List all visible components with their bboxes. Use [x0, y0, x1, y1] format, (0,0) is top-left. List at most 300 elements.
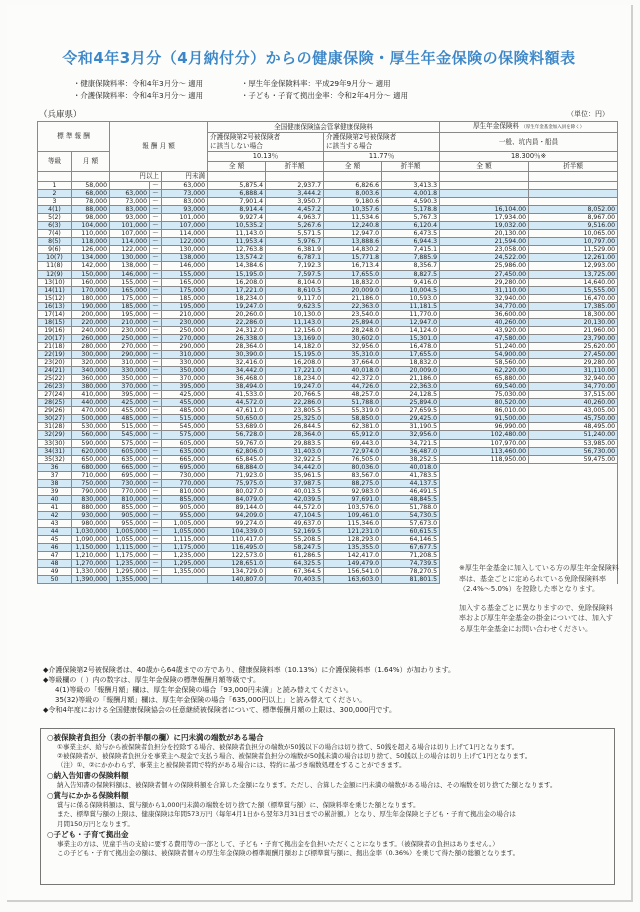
section-text: また、標準賞与額の上限は、健康保険は年間573万円（毎年4月1日から翌年3月31日までの累計額。）となり、厚生年金保険と子ども・子育て拠出金の場合は: [57, 810, 516, 819]
pension-full-cell: 102,480.00: [440, 431, 529, 439]
range-from-cell: 270,000: [110, 342, 150, 350]
monthly-amount-cell: 1,210,000: [72, 552, 110, 560]
range-to-cell: 1,005,000: [162, 519, 208, 527]
table-row: [38, 463, 618, 471]
care-half-cell: 40,018.0: [382, 463, 440, 471]
range-from-cell: 485,000: [110, 415, 150, 423]
pension-full-cell: 32,940.00: [440, 294, 529, 302]
tilde-cell: ～: [150, 182, 162, 190]
grade-cell: 50: [38, 576, 72, 584]
table-row: [38, 407, 618, 415]
table-row: [38, 222, 618, 230]
tilde-cell: ～: [150, 463, 162, 471]
health-full-cell: 8,914.4: [208, 206, 266, 214]
grade-cell: 24(21): [38, 367, 72, 375]
pension-full-cell: 19,032.00: [440, 222, 529, 230]
range-from-cell: 1,115,000: [110, 544, 150, 552]
health-full-cell: 94,209.0: [208, 511, 266, 519]
health-half-cell: 19,247.0: [266, 383, 324, 391]
health-half-cell: 13,169.0: [266, 334, 324, 342]
side-note: 加入する基金ごとに異なりますので、免除保険料率および厚生年金基金の掛金については、加入する厚生年金基金にお問い合わせください。: [459, 603, 613, 633]
care-half-cell: 7,415.1: [382, 246, 440, 254]
care-half-cell: 44,137.5: [382, 479, 440, 487]
range-to-cell: 93,000: [162, 206, 208, 214]
care-full-cell: 40,018.0: [324, 367, 382, 375]
care-half-cell: 64,146.5: [382, 536, 440, 544]
note-line: 35(32)等級の「報酬月額」欄は、厚生年金保険の場合「635,000円以上」と読み替えてください。: [55, 696, 367, 704]
header-row-5: [38, 172, 618, 182]
care-full-cell: 22,363.0: [324, 302, 382, 310]
premium-table: [37, 121, 618, 584]
care-full-cell: 142,417.0: [324, 552, 382, 560]
health-half-cell: 37,987.5: [266, 479, 324, 487]
pension-half-cell: 29,280.00: [529, 359, 618, 367]
tilde-cell: ～: [150, 254, 162, 262]
range-to-cell: 155,000: [162, 270, 208, 278]
hoshu-header: 報 酬 月 額: [110, 122, 208, 172]
grade-cell: 27(24): [38, 391, 72, 399]
monthly-amount-cell: 142,000: [72, 262, 110, 270]
care-full-cell: 51,788.0: [324, 399, 382, 407]
range-to-cell: 370,000: [162, 375, 208, 383]
range-to-cell: 635,000: [162, 447, 208, 455]
care-half-cell: 15,301.0: [382, 334, 440, 342]
range-from-cell: 114,000: [110, 238, 150, 246]
monthly-amount-cell: 190,000: [72, 302, 110, 310]
range-from-cell: 1,355,000: [110, 576, 150, 584]
seppan-header: 折半額: [529, 162, 618, 172]
tilde-cell: ～: [150, 302, 162, 310]
pension-full-cell: 27,450.00: [440, 270, 529, 278]
pension-half-cell: 25,620.00: [529, 342, 618, 350]
rate-kosei-cell: 18.300％※: [440, 152, 618, 162]
table-row: [38, 214, 618, 222]
pension-full-cell: 24,522.00: [440, 254, 529, 262]
range-to-cell: 545,000: [162, 423, 208, 431]
health-full-cell: 30,390.0: [208, 350, 266, 358]
care-half-cell: 48,845.5: [382, 495, 440, 503]
pension-half-cell: [529, 182, 618, 190]
pension-full-cell: 20,130.00: [440, 230, 529, 238]
section-heading: ○納入告知書の保険料額: [47, 771, 129, 781]
tilde-cell: ～: [150, 391, 162, 399]
table-row: [38, 439, 618, 447]
monthly-amount-cell: 410,000: [72, 391, 110, 399]
section-text: ②被保険者が、被保険者負担分を事業主へ現金で支払う場合、被保険者負担分の端数が50銭未満の場合は切り捨て、50銭以上の場合は切り上げて1円となります。: [57, 752, 532, 761]
care-full-cell: 76,505.0: [324, 455, 382, 463]
monthly-amount-cell: 980,000: [72, 519, 110, 527]
pension-full-cell: 23,058.00: [440, 246, 529, 254]
health-full-cell: 116,495.0: [208, 544, 266, 552]
table-row: [38, 254, 618, 262]
monthly-amount-cell: 110,000: [72, 230, 110, 238]
care-full-cell: 14,830.2: [324, 246, 382, 254]
grade-cell: 2: [38, 190, 72, 198]
care-half-cell: 3,413.3: [382, 182, 440, 190]
tilde-cell: ～: [150, 455, 162, 463]
health-half-cell: 40,013.5: [266, 487, 324, 495]
rate-info: [73, 78, 593, 101]
health-full-cell: 32,416.0: [208, 359, 266, 367]
care-full-cell: 72,974.0: [324, 447, 382, 455]
range-to-cell: 114,000: [162, 230, 208, 238]
pension-half-cell: 11,529.00: [529, 246, 618, 254]
section-text: この子ども・子育て拠出金の額は、被保険者個々の厚生年金保険の標準報酬月額および標準賞与額に、拠出金率（0.36%）を乗じて得た額の総額となります。: [57, 848, 520, 857]
table-notes: [43, 665, 613, 715]
grade-cell: 19(16): [38, 326, 72, 334]
pension-half-cell: 10,797.00: [529, 238, 618, 246]
table-row: [38, 359, 618, 367]
monthly-amount-cell: 680,000: [72, 463, 110, 471]
range-to-cell: 1,295,000: [162, 560, 208, 568]
monthly-amount-cell: 440,000: [72, 399, 110, 407]
table-row: [38, 455, 618, 463]
health-half-cell: 6,787.1: [266, 254, 324, 262]
health-full-cell: 12,763.8: [208, 246, 266, 254]
grade-cell: 16(13): [38, 302, 72, 310]
care-full-cell: 69,443.0: [324, 439, 382, 447]
care-half-cell: 7,885.9: [382, 254, 440, 262]
range-from-cell: 515,000: [110, 423, 150, 431]
health-full-cell: 104,339.0: [208, 528, 266, 536]
pension-full-cell: 29,280.00: [440, 278, 529, 286]
care-half-cell: 22,363.0: [382, 383, 440, 391]
pension-full-cell: 40,260.00: [440, 318, 529, 326]
care-full-cell: 12,240.8: [324, 222, 382, 230]
miman-header: 円未満: [162, 172, 208, 182]
monthly-amount-cell: 260,000: [72, 334, 110, 342]
health-half-cell: 44,572.0: [266, 503, 324, 511]
range-to-cell: 230,000: [162, 318, 208, 326]
health-half-cell: 4,457.2: [266, 206, 324, 214]
range-from-cell: 185,000: [110, 302, 150, 310]
tilde-cell: ～: [150, 447, 162, 455]
tilde-cell: ～: [150, 399, 162, 407]
monthly-amount-cell: 104,000: [72, 222, 110, 230]
pension-half-cell: 16,470.00: [529, 294, 618, 302]
monthly-amount-cell: 880,000: [72, 503, 110, 511]
health-half-cell: 7,192.3: [266, 262, 324, 270]
range-from-cell: 730,000: [110, 479, 150, 487]
pension-full-cell: 91,500.00: [440, 415, 529, 423]
grade-cell: 23(20): [38, 359, 72, 367]
health-full-cell: 65,845.0: [208, 455, 266, 463]
range-from-cell: 770,000: [110, 487, 150, 495]
care-full-cell: 121,231.0: [324, 528, 382, 536]
table-row: [38, 399, 618, 407]
grade-cell: 15(12): [38, 294, 72, 302]
health-half-cell: 35,961.5: [266, 471, 324, 479]
care-full-cell: 97,691.0: [324, 495, 382, 503]
grade-cell: 1: [38, 182, 72, 190]
health-full-cell: 75,975.0: [208, 479, 266, 487]
range-to-cell: 1,175,000: [162, 544, 208, 552]
monthly-amount-cell: 170,000: [72, 286, 110, 294]
pension-half-cell: 31,110.00: [529, 367, 618, 375]
pension-half-cell: 56,730.00: [529, 447, 618, 455]
health-full-cell: 14,384.6: [208, 262, 266, 270]
note-line: ◆令和4年度における全国健康保険協会の任意継続被保険者について、標準報酬月額の上限は、300,000円です。: [43, 706, 396, 714]
care-half-cell: 9,416.0: [382, 278, 440, 286]
care-full-cell: 25,894.0: [324, 318, 382, 326]
tilde-cell: ～: [150, 270, 162, 278]
pension-half-cell: 43,005.00: [529, 407, 618, 415]
care-half-cell: 18,832.0: [382, 359, 440, 367]
unit-label: （単位：円）: [567, 110, 609, 118]
tilde-cell: ～: [150, 560, 162, 568]
care-half-cell: 8,356.7: [382, 262, 440, 270]
health-half-cell: 64,325.5: [266, 560, 324, 568]
care-full-cell: 20,009.0: [324, 286, 382, 294]
health-full-cell: 22,286.0: [208, 318, 266, 326]
health-half-cell: 2,937.7: [266, 182, 324, 190]
section-text: 納入告知書の保険料額は、被保険者個々の保険料額を合算した金額になります。ただし、合算した金額に円未満の端数がある場合は、その端数を切り捨てた額となります。: [57, 781, 557, 790]
health-half-cell: 6,381.9: [266, 246, 324, 254]
range-from-cell: 1,235,000: [110, 560, 150, 568]
monthly-amount-cell: 1,090,000: [72, 536, 110, 544]
care-full-cell: 28,248.0: [324, 326, 382, 334]
care-half-cell: 38,252.5: [382, 455, 440, 463]
tilde-cell: ～: [150, 342, 162, 350]
health-full-cell: 24,312.0: [208, 326, 266, 334]
health-half-cell: 5,267.6: [266, 222, 324, 230]
range-to-cell: 310,000: [162, 350, 208, 358]
range-from-cell: 130,000: [110, 254, 150, 262]
care-half-cell: 24,128.5: [382, 391, 440, 399]
range-from-cell: 1,175,000: [110, 552, 150, 560]
tilde-cell: ～: [150, 375, 162, 383]
section-text: 事業主の方は、児童手当の支給に要する費用等の一部として、子ども・子育て拠出金を負担いただくことになります。（被保険者の負担はありません。）: [57, 839, 499, 848]
care-half-cell: 10,004.5: [382, 286, 440, 294]
pension-full-cell: 75,030.00: [440, 391, 529, 399]
range-from-cell: 665,000: [110, 463, 150, 471]
range-from-cell: 195,000: [110, 310, 150, 318]
table-row: [38, 246, 618, 254]
range-from-cell: 63,000: [110, 190, 150, 198]
care-full-cell: 11,534.6: [324, 214, 382, 222]
health-half-cell: 23,805.5: [266, 407, 324, 415]
health-half-cell: 52,169.5: [266, 528, 324, 536]
care-half-cell: 71,208.5: [382, 552, 440, 560]
care-full-cell: 6,826.6: [324, 182, 382, 190]
grade-cell: 45: [38, 536, 72, 544]
tilde-cell: ～: [150, 479, 162, 487]
range-from-cell: 1,295,000: [110, 568, 150, 576]
table-row: [38, 367, 618, 375]
health-full-cell: 41,533.0: [208, 391, 266, 399]
range-from-cell: 155,000: [110, 278, 150, 286]
table-row: [38, 278, 618, 286]
tilde-cell: ～: [150, 544, 162, 552]
health-half-cell: 47,104.5: [266, 511, 324, 519]
range-from-cell: 350,000: [110, 375, 150, 383]
range-from-cell: 73,000: [110, 198, 150, 206]
health-half-cell: 5,571.5: [266, 230, 324, 238]
range-to-cell: 290,000: [162, 342, 208, 350]
care-full-cell: 15,771.8: [324, 254, 382, 262]
health-full-cell: 99,274.0: [208, 519, 266, 527]
grade-cell: 21(18): [38, 342, 72, 350]
range-to-cell: 770,000: [162, 479, 208, 487]
grade-cell: 10(7): [38, 254, 72, 262]
range-from-cell: 310,000: [110, 359, 150, 367]
health-full-cell: 10,535.2: [208, 222, 266, 230]
kosei-sub-header: 一般、坑内員・船員: [440, 133, 618, 152]
monthly-amount-cell: 650,000: [72, 455, 110, 463]
health-full-cell: 89,144.0: [208, 503, 266, 511]
rate-yes-cell: 11.77％: [324, 152, 440, 162]
range-to-cell: [162, 576, 208, 584]
grade-cell: 13(10): [38, 278, 72, 286]
health-half-cell: 11,143.0: [266, 318, 324, 326]
child-rate-note: ・子ども・子育て拠出金率：令和2年4月分～ 適用: [241, 90, 408, 100]
health-full-cell: 68,884.0: [208, 463, 266, 471]
pension-fund-note: [459, 563, 619, 642]
monthly-amount-cell: 830,000: [72, 495, 110, 503]
table-row: [38, 206, 618, 214]
grade-cell: 36: [38, 463, 72, 471]
pension-full-cell: [440, 198, 529, 206]
care-full-cell: 92,983.0: [324, 487, 382, 495]
monthly-amount-cell: 98,000: [72, 214, 110, 222]
health-full-cell: 53,689.0: [208, 423, 266, 431]
page-title: 令和4年3月分（4月納付分）からの健康保険・厚生年金保険の保険料額表: [62, 49, 576, 67]
tilde-cell: ～: [150, 495, 162, 503]
note-line: ◆等級欄の（ ）内の数字は、厚生年金保険の標準報酬月額等級です。: [43, 676, 261, 684]
health-half-cell: 3,444.2: [266, 190, 324, 198]
table-row: [38, 415, 618, 423]
care-half-cell: 32,956.0: [382, 431, 440, 439]
health-full-cell: 47,611.0: [208, 407, 266, 415]
pension-half-cell: 12,993.00: [529, 262, 618, 270]
care-full-cell: 88,275.0: [324, 479, 382, 487]
grade-cell: 18(15): [38, 318, 72, 326]
range-from-cell: 290,000: [110, 350, 150, 358]
care-half-cell: 31,190.5: [382, 423, 440, 431]
grade-cell: 7(4): [38, 230, 72, 238]
range-from-cell: 955,000: [110, 519, 150, 527]
tilde-cell: ～: [150, 367, 162, 375]
pension-full-cell: 17,934.00: [440, 214, 529, 222]
tilde-cell: ～: [150, 536, 162, 544]
grade-cell: 48: [38, 560, 72, 568]
health-half-cell: 10,130.0: [266, 310, 324, 318]
health-full-cell: 84,079.0: [208, 495, 266, 503]
care-full-cell: 18,832.0: [324, 278, 382, 286]
pension-full-cell: 16,104.00: [440, 206, 529, 214]
health-full-cell: 34,442.0: [208, 367, 266, 375]
monthly-amount-cell: 160,000: [72, 278, 110, 286]
grade-cell: 4(1): [38, 206, 72, 214]
range-to-cell: 605,000: [162, 439, 208, 447]
grade-cell: 33(30): [38, 439, 72, 447]
care-full-cell: 80,036.0: [324, 463, 382, 471]
tilde-cell: ～: [150, 238, 162, 246]
pension-full-cell: 62,220.00: [440, 367, 529, 375]
health-full-cell: 59,767.0: [208, 439, 266, 447]
range-from-cell: 165,000: [110, 286, 150, 294]
range-to-cell: 955,000: [162, 511, 208, 519]
range-to-cell: 73,000: [162, 190, 208, 198]
health-full-cell: 5,875.4: [208, 182, 266, 190]
range-from-cell: 575,000: [110, 439, 150, 447]
care-half-cell: 4,590.3: [382, 198, 440, 206]
health-half-cell: 8,104.0: [266, 278, 324, 286]
range-to-cell: 395,000: [162, 383, 208, 391]
care-full-cell: 128,293.0: [324, 536, 382, 544]
document-page: [7, 5, 633, 902]
table-row: [38, 391, 618, 399]
grade-cell: 49: [38, 568, 72, 576]
health-full-cell: 28,364.0: [208, 342, 266, 350]
rate-no-cell: 10.13％: [208, 152, 324, 162]
pension-full-cell: 31,110.00: [440, 286, 529, 294]
care-full-cell: 58,850.0: [324, 415, 382, 423]
pension-half-cell: 21,960.00: [529, 326, 618, 334]
table-row: [38, 262, 618, 270]
care-full-cell: 135,355.0: [324, 544, 382, 552]
kaigo-no-header: 介護保険第2号被保険者 に該当しない場合: [208, 133, 324, 152]
table-row: [38, 230, 618, 238]
tilde-cell: ～: [150, 262, 162, 270]
section-heading: ○子ども・子育て拠出金: [47, 829, 129, 839]
getsugaku-header: 月 額: [72, 152, 110, 172]
tilde-cell: ～: [150, 222, 162, 230]
care-half-cell: 46,491.5: [382, 487, 440, 495]
care-full-cell: 23,540.0: [324, 310, 382, 318]
seppan-header: 折半額: [266, 162, 324, 172]
pension-full-cell: 69,540.00: [440, 383, 529, 391]
health-full-cell: 36,468.0: [208, 375, 266, 383]
pension-half-cell: 53,985.00: [529, 439, 618, 447]
monthly-amount-cell: 200,000: [72, 310, 110, 318]
range-from-cell: 810,000: [110, 495, 150, 503]
health-half-cell: 58,247.5: [266, 544, 324, 552]
table-row: [38, 310, 618, 318]
tilde-cell: ～: [150, 286, 162, 294]
range-to-cell: 810,000: [162, 487, 208, 495]
monthly-amount-cell: 620,000: [72, 447, 110, 455]
health-half-cell: 25,325.0: [266, 415, 324, 423]
care-full-cell: 83,567.0: [324, 471, 382, 479]
care-half-cell: 21,186.0: [382, 375, 440, 383]
table-row: [38, 342, 618, 350]
monthly-amount-cell: 118,000: [72, 238, 110, 246]
health-half-cell: 17,221.0: [266, 367, 324, 375]
care-half-cell: 51,788.0: [382, 503, 440, 511]
health-half-cell: 14,182.0: [266, 342, 324, 350]
range-to-cell: 485,000: [162, 407, 208, 415]
pension-half-cell: 37,515.00: [529, 391, 618, 399]
pension-rate-note: ・厚生年金保険料率：平成29年9月分～ 適用: [241, 79, 391, 88]
care-full-cell: 44,726.0: [324, 383, 382, 391]
monthly-amount-cell: 88,000: [72, 206, 110, 214]
range-from-cell: 101,000: [110, 222, 150, 230]
table-row: [38, 182, 618, 190]
health-half-cell: 70,403.5: [266, 576, 324, 584]
care-half-cell: 60,615.5: [382, 528, 440, 536]
care-full-cell: 156,541.0: [324, 568, 382, 576]
monthly-amount-cell: 340,000: [72, 367, 110, 375]
care-full-cell: 37,664.0: [324, 359, 382, 367]
care-half-cell: 67,677.5: [382, 544, 440, 552]
range-from-cell: 107,000: [110, 230, 150, 238]
section-text: 賞与に係る保険料額は、賞与額から1,000円未満の端数を切り捨てた額（標準賞与額）に、保険料率を乗じた額となります。: [57, 801, 420, 810]
health-full-cell: 9,927.4: [208, 214, 266, 222]
range-to-cell: 1,355,000: [162, 568, 208, 576]
care-half-cell: 12,947.0: [382, 318, 440, 326]
pension-half-cell: 34,770.00: [529, 383, 618, 391]
